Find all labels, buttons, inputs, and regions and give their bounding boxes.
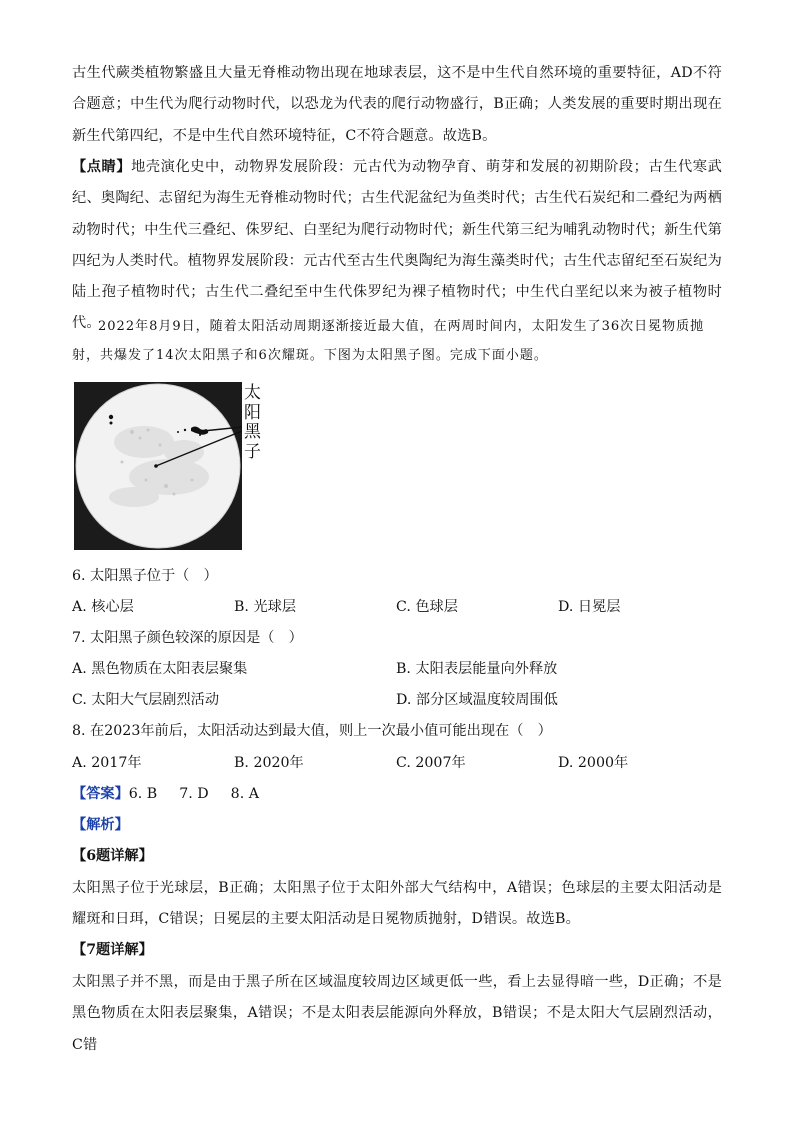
answer-label: 【答案】 <box>72 786 129 802</box>
key-points-label: 【点睛】 <box>72 159 132 175</box>
q8-option-d: D. 2000年 <box>558 755 629 771</box>
detail-7-label: 【7题详解】 <box>72 942 153 958</box>
q6-option-d: D. 日冕层 <box>558 599 621 615</box>
q8-option-c: C. 2007年 <box>396 755 466 771</box>
q7-option-b: B. 太阳表层能量向外释放 <box>396 661 558 677</box>
detail-6-label: 【6题详解】 <box>72 848 153 864</box>
q7-option-c: C. 太阳大气层剧烈活动 <box>72 692 220 708</box>
sunspot-figure <box>74 382 242 550</box>
sunspot <box>110 422 113 425</box>
q8-option-b: B. 2020年 <box>234 755 304 771</box>
key-points-text: 地壳演化史中，动物界发展阶段：元古代为动物孕育、萌芽和发展的初期阶段；古生代寒武纪、奥陶纪、志留纪为海生无脊椎动物时代；古生代泥盆纪为鱼类时代；古生代石炭纪和二叠纪为两栖动物时代；中生代三叠纪、侏罗纪、白垩纪为爬行动物时代；新生代第三纪为哺乳动物时代；新生代第四纪为人类时代。植物界发展阶段：元古代至古生代奥陶纪为海生藻类时代；古生代志留纪至石炭纪为陆上孢子植物时代；古生代二叠纪至中生代侏罗纪为裸子植物时代；中生代白垩纪以来为被子植物时代。 <box>72 159 722 332</box>
answer-6: 6. B <box>128 786 158 802</box>
answer-8: 8. A <box>230 786 259 802</box>
sun-disk-image <box>74 382 242 550</box>
answer-line <box>72 784 259 804</box>
q7-option-a: A. 黑色物质在太阳表层聚集 <box>72 661 248 677</box>
q8-option-a: A. 2017年 <box>72 755 142 771</box>
q6-option-a: A. 核心层 <box>72 599 134 615</box>
detail-6-text: 太阳黑子位于光球层，B正确；太阳黑子位于太阳外部大气结构中，A错误；色球层的主要太阳活动是耀斑和日珥，C错误；日冕层的主要太阳活动是日冕物质抛射，D错误。故选B。 <box>72 880 722 928</box>
question-7-stem: 7. 太阳黑子颜色较深的原因是（ ） <box>72 630 303 646</box>
q6-option-b: B. 光球层 <box>234 599 297 615</box>
q6-option-c: C. 色球层 <box>396 599 458 615</box>
analysis-label: 【解析】 <box>72 817 129 833</box>
sunspot <box>109 415 113 419</box>
answer-7: 7. D <box>179 786 209 802</box>
question-6-stem: 6. 太阳黑子位于（ ） <box>72 568 218 584</box>
detail-7-text: 太阳黑子并不黑，而是由于黑子所在区域温度较周边区域更低一些，看上去显得暗一些，D正确；不是黑色物质在太阳表层聚集，A错误；不是太阳表层能源向外释放，B错误；不是太阳大气层剧烈活动，C错 <box>72 974 722 1053</box>
question-8-stem: 8. 在2023年前后，太阳活动达到最大值，则上一次最小值可能出现在（ ） <box>72 723 552 739</box>
question-stem: 2022年8月9日，随着太阳活动周期逐渐接近最大值，在两周时间内，太阳发生了36次日冕物质抛射，共爆发了14次太阳黑子和6次耀斑。下图为太阳黑子图。完成下面小题。 <box>72 319 705 363</box>
q7-option-d: D. 部分区域温度较周围低 <box>396 692 558 708</box>
figure-label: 太 阳 黑 子 <box>244 383 261 462</box>
explanation-paragraph: 古生代蕨类植物繁盛且大量无脊椎动物出现在地球表层，这不是中生代自然环境的重要特征，AD不符合题意；中生代为爬行动物时代，以恐龙为代表的爬行动物盛行，B正确；人类发展的重要时期出现在新生代第四纪，不是中生代自然环境特征，C不符合题意。故选B。 <box>72 65 722 144</box>
